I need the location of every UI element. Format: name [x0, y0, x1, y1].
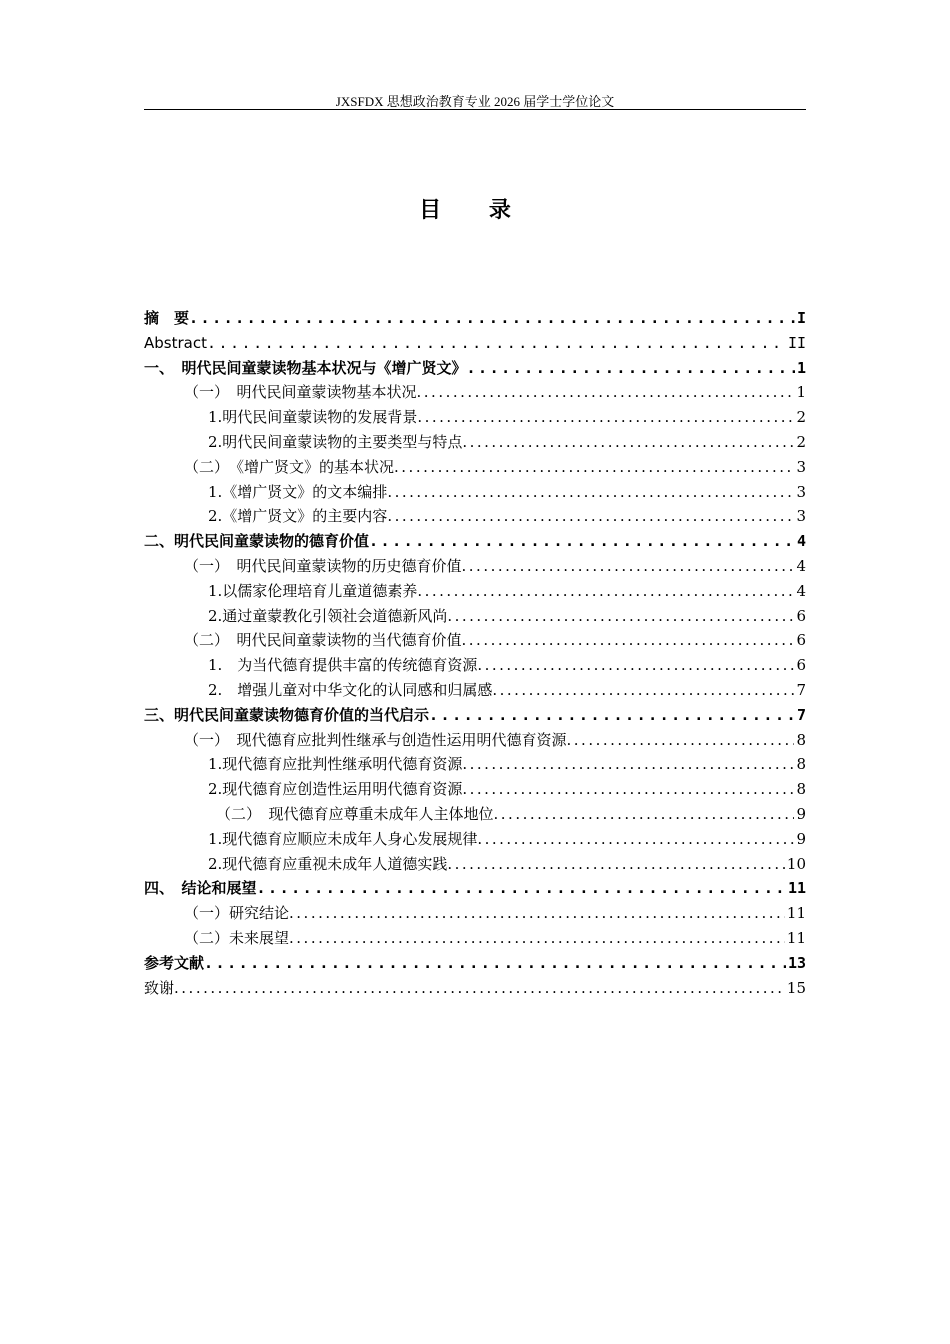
toc-entry-page: 2: [796, 432, 806, 451]
toc-entry-page: 11: [787, 879, 806, 898]
toc-entry-label: 1.明代民间童蒙读物的发展背景: [208, 408, 418, 427]
toc-entry[interactable]: [144, 703, 806, 728]
toc-entry[interactable]: [144, 976, 806, 1001]
toc-entry[interactable]: [144, 430, 806, 455]
toc-entry-label: 一、 明代民间童蒙读物基本状况与《增广贤文》: [144, 358, 467, 377]
toc-entry-page: 11: [786, 904, 806, 923]
toc-entry[interactable]: [144, 504, 806, 529]
toc-dot-leader: [477, 653, 794, 678]
toc-entry[interactable]: [144, 852, 806, 877]
toc-entry[interactable]: [144, 653, 806, 678]
toc-entry-label: （一） 现代德育应批判性继承与创造性运用明代德育资源: [184, 730, 567, 749]
toc-entry[interactable]: [144, 579, 806, 604]
toc-entry-label: 1.现代德育应顺应未成年人身心发展规律: [208, 829, 478, 848]
toc-dot-leader: [492, 678, 794, 703]
toc-entry-page: 8: [796, 730, 806, 749]
toc-entry-page: 7: [796, 705, 806, 724]
toc-entry-label: 致谢: [144, 978, 175, 997]
toc-entry-label: （二）未来展望: [184, 928, 290, 947]
running-header: JXSFDX 思想政治教育专业 2026 届学士学位论文: [335, 94, 615, 109]
toc-entry-label: （一） 明代民间童蒙读物的历史德育价值: [184, 556, 462, 575]
toc-entry-label: 2. 增强儿童对中华文化的认同感和归属感: [208, 680, 493, 699]
toc-entry-page: II: [787, 333, 806, 352]
toc-dot-leader: [447, 604, 794, 629]
toc-entry-page: 8: [796, 780, 806, 799]
toc-dot-leader: [289, 926, 785, 951]
toc-entry-page: 3: [796, 482, 806, 501]
toc-entry[interactable]: [144, 777, 806, 802]
toc-entry-page: 6: [796, 631, 806, 650]
toc-entry-page: 8: [796, 755, 806, 774]
toc-dot-leader: [447, 852, 785, 877]
toc-entry[interactable]: [144, 876, 806, 901]
toc-entry-page: 1: [796, 383, 806, 402]
toc-dot-leader: [462, 777, 794, 802]
toc-dot-leader: [387, 480, 794, 505]
toc-entry[interactable]: [144, 752, 806, 777]
toc-dot-leader: [417, 405, 794, 430]
toc-entry-page: 10: [786, 854, 806, 873]
toc-entry-page: 4: [796, 581, 806, 600]
table-of-contents: [144, 306, 806, 1000]
toc-entry[interactable]: [144, 827, 806, 852]
toc-entry-label: （二） 现代德育应尊重未成年人主体地位: [216, 804, 494, 823]
toc-entry-page: 13: [787, 953, 806, 972]
toc-dot-leader: [387, 504, 794, 529]
toc-entry-label: 1.以儒家伦理培育儿童道德素养: [208, 581, 418, 600]
toc-dot-leader: [429, 703, 795, 728]
toc-entry[interactable]: [144, 356, 806, 381]
toc-entry[interactable]: [144, 901, 806, 926]
toc-entry[interactable]: [144, 604, 806, 629]
toc-entry[interactable]: [144, 405, 806, 430]
toc-entry-label: 1.现代德育应批判性继承明代德育资源: [208, 755, 463, 774]
toc-entry-page: 6: [796, 606, 806, 625]
toc-entry-page: 2: [796, 408, 806, 427]
toc-entry-label: 四、 结论和展望: [144, 879, 257, 898]
toc-entry[interactable]: [144, 628, 806, 653]
toc-entry-page: 6: [796, 656, 806, 675]
toc-entry[interactable]: [144, 480, 806, 505]
toc-entry[interactable]: [144, 529, 806, 554]
toc-dot-leader: [467, 356, 795, 381]
toc-entry-label: 1.《增广贤文》的文本编排: [208, 482, 388, 501]
toc-dot-leader: [394, 455, 794, 480]
toc-entry[interactable]: [144, 802, 806, 827]
toc-entry[interactable]: [144, 306, 806, 331]
toc-entry-label: 参考文献: [144, 953, 205, 972]
toc-entry-label: （二） 《增广贤文》的基本状况: [184, 457, 395, 476]
toc-entry-label: 2.现代德育应重视未成年人道德实践: [208, 854, 448, 873]
toc-entry-page: 7: [796, 680, 806, 699]
toc-dot-leader: [369, 529, 795, 554]
toc-dot-leader: [462, 752, 794, 777]
toc-dot-leader: [207, 331, 786, 356]
toc-entry-label: 2.通过童蒙教化引领社会道德新风尚: [208, 606, 448, 625]
toc-entry-page: 9: [796, 804, 806, 823]
toc-entry-label: （二） 明代民间童蒙读物的当代德育价值: [184, 631, 462, 650]
toc-dot-leader: [462, 554, 795, 579]
toc-dot-leader: [289, 901, 785, 926]
toc-entry-page: 1: [796, 358, 806, 377]
toc-dot-leader: [462, 430, 794, 455]
toc-entry-page: 4: [796, 532, 806, 551]
toc-entry-page: 3: [796, 507, 806, 526]
toc-entry-label: 二、明代民间童蒙读物的德育价值: [144, 532, 370, 551]
toc-entry-label: 2.现代德育应创造性运用明代德育资源: [208, 780, 463, 799]
toc-entry[interactable]: [144, 554, 806, 579]
page-title: 目 录: [419, 198, 531, 223]
toc-entry-page: 11: [786, 928, 806, 947]
toc-entry[interactable]: [144, 678, 806, 703]
toc-entry[interactable]: [144, 380, 806, 405]
toc-dot-leader: [189, 306, 795, 331]
toc-dot-leader: [567, 728, 795, 753]
toc-entry-label: （一）研究结论: [184, 904, 290, 923]
toc-entry-page: 15: [786, 978, 806, 997]
toc-entry[interactable]: [144, 951, 806, 976]
toc-dot-leader: [204, 951, 786, 976]
toc-entry-label: （一） 明代民间童蒙读物基本状况: [184, 383, 417, 402]
toc-dot-leader: [257, 876, 786, 901]
toc-entry[interactable]: [144, 926, 806, 951]
toc-dot-leader: [462, 628, 795, 653]
toc-entry[interactable]: [144, 455, 806, 480]
toc-entry-label: 1. 为当代德育提供丰富的传统德育资源: [208, 656, 478, 675]
toc-entry-page: 9: [796, 829, 806, 848]
toc-entry-label: Abstract: [144, 333, 207, 352]
toc-entry-page: 4: [796, 556, 806, 575]
toc-entry-label: 2.《增广贤文》的主要内容: [208, 507, 388, 526]
toc-entry-label: 摘 要: [144, 309, 190, 327]
toc-dot-leader: [417, 380, 795, 405]
toc-entry-page: 3: [796, 457, 806, 476]
toc-entry-label: 三、明代民间童蒙读物德育价值的当代启示: [144, 705, 430, 724]
header-rule: [144, 109, 806, 110]
toc-entry-label: 2.明代民间童蒙读物的主要类型与特点: [208, 432, 463, 451]
toc-dot-leader: [417, 579, 794, 604]
toc-entry[interactable]: [144, 331, 806, 356]
toc-entry[interactable]: [144, 728, 806, 753]
toc-dot-leader: [477, 827, 794, 852]
toc-dot-leader: [494, 802, 795, 827]
toc-dot-leader: [174, 976, 785, 1001]
toc-entry-page: I: [796, 309, 806, 327]
